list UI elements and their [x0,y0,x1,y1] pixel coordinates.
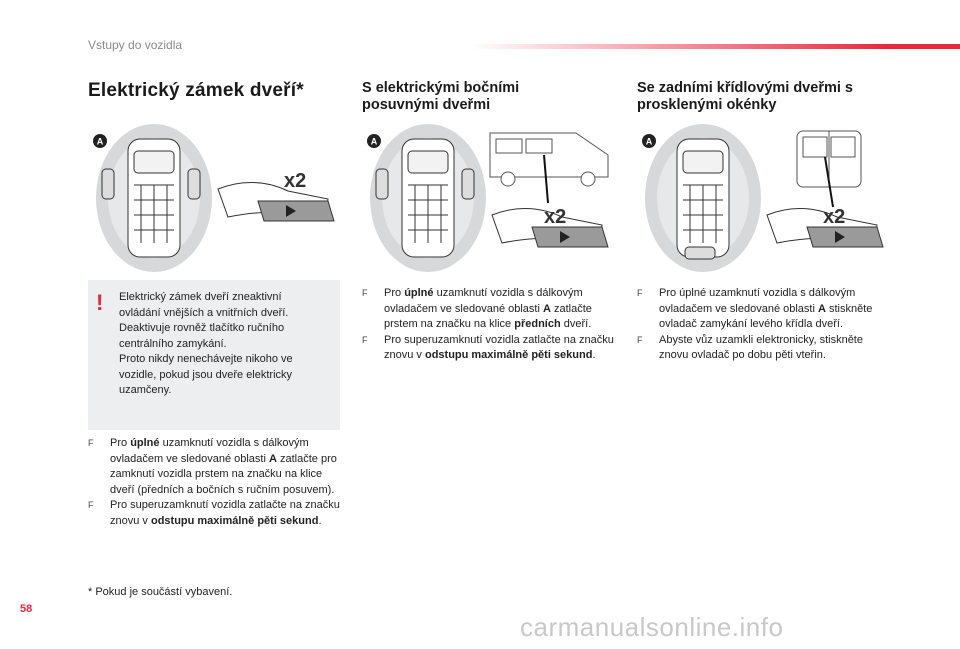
zone-a-label: A [96,136,104,147]
text-run: . [318,514,322,527]
section-title: Vstupy do vozidla [88,38,183,52]
warning-icon: ! [96,290,104,315]
header-accent-bar [470,44,960,49]
press-twice-label: x2 [544,206,567,228]
text-run: stiskněte ovladač zamykání levého křídla dveří. [659,302,873,331]
text-run: dveří. [560,318,592,331]
text-run-bold: úplné [130,437,160,449]
warning-line: Proto nikdy nenechávejte nikoho ve [119,353,293,365]
text-run: uzamknutí vozidla s dálkovým ovladačem ve sledované oblasti [384,287,583,315]
col3-title-line1: Se zadními křídlovými dveřmi s [637,80,853,96]
col2-title-line2: posuvnými dveřmi [362,97,491,113]
footnote: * Pokud je součástí vybavení. [88,586,233,598]
press-twice-label: x2 [823,206,846,228]
van-side-view [490,133,608,186]
list-item [637,286,891,333]
col1-illustration [88,125,340,275]
list-item [88,498,340,529]
van-top-view [677,139,729,257]
zone-a-label: A [370,136,378,147]
text-run: Pro superuzamknutí vozidla zatlačte na značku znovu v [110,499,340,527]
van-top-view [402,139,454,257]
zone-a-label: A [645,136,653,147]
warning-line: ovládání vnějších a vnitřních dveří. [119,306,289,319]
text-run: Pro [384,287,405,299]
warning-line: centrálního zamykání. [119,337,227,350]
text-run: uzamknutí vozidla s dálkovým ovladačem ve sledované oblasti [110,437,309,465]
col1-instructions [88,436,340,530]
text-run: zatlačte pro zamknutí vozidla prstem na značku na klice dveří (předních a bočních s ručním posuvem). [110,452,337,496]
col2-title-line1: S elektrickými bočními [362,80,520,96]
text-run: . [592,349,596,362]
watermark: carmanualsonline.info [520,612,784,642]
page-title: Elektrický zámek dveří* [88,80,304,101]
bullet-marker-icon: F [362,334,368,345]
col3-title-line2: prosklenými okénky [637,97,777,113]
bullet-marker-icon: F [88,438,94,448]
key-fob-icon [685,247,715,259]
warning-line: Elektrický zámek dveří zneaktivní [119,291,282,303]
col3-title [637,80,853,114]
col2-instructions [362,286,616,364]
text-run: zatlačte prstem na značku na klice [384,302,592,331]
text-run-bold: A [268,452,277,465]
text-run-bold: A [542,302,551,315]
text-run-bold: A [817,302,826,315]
list-item [362,286,616,333]
bullet-marker-icon: F [637,288,643,298]
col2-illustration [362,125,614,275]
warning-line: Deaktivuje rovněž tlačítko ručního [119,322,285,334]
text-run: Abyste vůz uzamkli elektronicky, stiskněte znovu ovladač po dobu pěti vteřin. [659,333,863,362]
text-run: Pro superuzamknutí vozidla zatlačte na značku znovu v [384,333,614,362]
bullet-marker-icon: F [637,334,643,345]
press-twice-label: x2 [284,170,307,192]
list-item [88,436,340,498]
warning-text [119,290,329,399]
page-number: 58 [20,603,33,615]
text-run: Pro [110,437,131,449]
bullet-marker-icon: F [88,500,94,511]
warning-line: uzamčeny. [119,384,172,396]
text-run: Pro úplné uzamknutí vozidla s dálkovým ovladačem ve sledované oblasti [659,287,856,315]
col3-illustration [637,125,889,275]
text-run-bold: odstupu maximálně pěti sekund [424,349,593,362]
van-top-view [128,139,180,257]
warning-line: vozidle, pokud jsou dveře elektricky [119,368,293,381]
list-item [362,333,616,364]
text-run-bold: odstupu maximálně pěti sekund [150,514,319,527]
text-run-bold: předních [514,318,561,331]
col3-instructions [637,286,891,364]
list-item [637,333,891,364]
door-handle-press [218,183,334,222]
text-run-bold: úplné [404,287,434,299]
col2-title [362,80,519,114]
bullet-marker-icon: F [362,288,368,298]
